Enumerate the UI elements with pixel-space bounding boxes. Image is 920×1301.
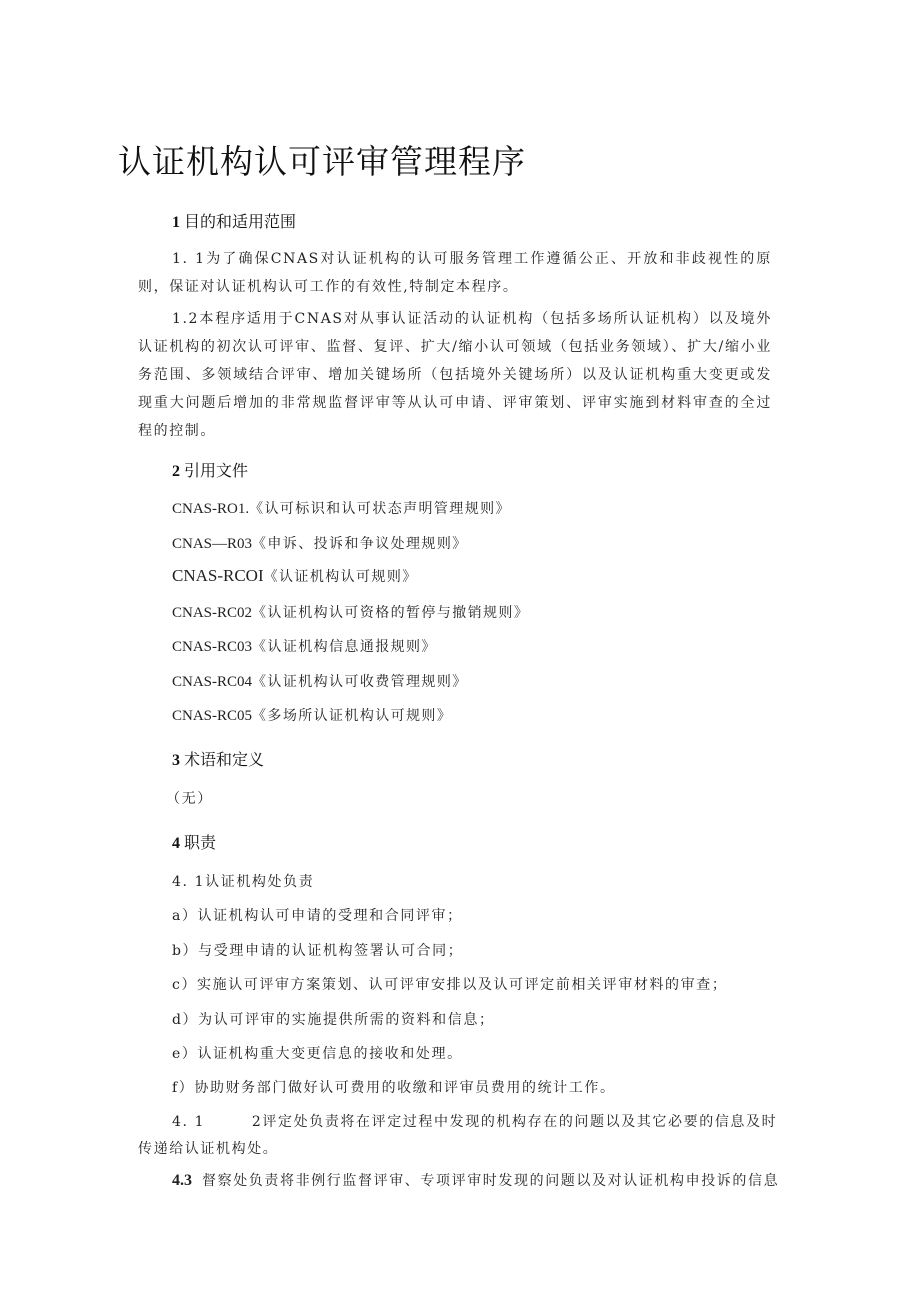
paragraph-4-3 [172,1170,779,1190]
reference-title: 《认证机构认可规则》 [263,569,418,585]
reference-code: CNAS-RC02 [172,605,253,621]
reference-code: CNAS-RC04 [172,674,253,690]
duty-item: a）认证机构认可申请的受理和合同评审； [172,908,463,924]
section-title: 术语和定义 [184,750,265,769]
section-3-body: （无） [166,791,213,807]
duty-item: d）为认可评审的实施提供所需的资料和信息； [172,1012,495,1028]
section-title: 目的和适用范围 [184,212,297,231]
duty-item: b）与受理申请的认证机构签署认可合同； [172,943,464,959]
duty-item: e）认证机构重大变更信息的接收和处理。 [172,1046,463,1062]
reference-title: 《认证机构认可资格的暂停与撤销规则》 [252,605,530,621]
reference-item [172,705,452,725]
duty-item: f）协助财务部门做好认可费用的收缴和评审员费用的统计工作。 [172,1080,616,1096]
paragraph-1-1: 1. 1为了确保CNAS对认证机构的认可服务管理工作遵循公正、开放和非歧视性的原则，保证对认证机构认可工作的有效性,特制定本程序。 [138,251,772,295]
reference-code: CNAS-RC03 [172,639,253,655]
section-number: 1 [172,214,180,231]
reference-item [172,533,468,553]
section-number: 4 [172,835,180,852]
reference-title: 《认可标识和认可状态声明管理规则》 [249,501,511,517]
duty-item: c）实施认可评审方案策划、认可评审安排以及认可评定前相关评审材料的审查； [172,977,728,993]
reference-item [172,498,511,518]
paragraph-number: 4.3 [172,1172,192,1189]
reference-code: CNAS-RO1. [172,501,250,517]
reference-title: 《多场所认证机构认可规则》 [252,708,453,724]
paragraph-1-2: 1.2本程序适用于CNAS对从事认证活动的认证机构（包括多场所认证机构）以及境外认证机构的初次认可评审、监督、复评、扩大/缩小认可领域（包括业务领域）、扩大/缩小业务范围、多领域结合评审、增加关键场所（包括境外关键场所）以及认证机构重大变更或发现重大问题后增加的非常规监督评审等从认可申请、评审策划、评审实施到材料审查的全过程的控制。 [138,311,772,439]
section-2-heading [172,458,248,481]
reference-item [172,671,468,691]
reference-code: CNAS-RCOI [172,566,264,585]
section-number: 3 [172,752,180,769]
reference-item [172,566,418,586]
section-title: 职责 [184,833,217,852]
reference-item [172,602,529,622]
subsection-4-1: 4. 1认证机构处负责 [172,874,315,890]
reference-code: CNAS-RC05 [172,708,253,724]
document-title: 认证机构认可评审管理程序 [118,142,526,181]
paragraph-text: 督察处负责将非例行监督评审、专项评审时发现的问题以及对认证机构申投诉的信息 [202,1173,780,1189]
section-3-heading [172,747,264,770]
reference-item [172,636,437,656]
reference-title: 《认证机构信息通报规则》 [252,639,437,655]
paragraph-4-2-line2: 传递给认证机构处。 [138,1141,279,1157]
paragraph-4-2-line1: 4. 1 2评定处负责将在评定过程中发现的机构存在的问题以及其它必要的信息及时 [172,1114,778,1130]
reference-title: 《申诉、投诉和争议处理规则》 [252,536,468,552]
section-4-heading [172,830,216,853]
reference-title: 《认证机构认可收费管理规则》 [252,674,468,690]
section-title: 引用文件 [184,461,249,480]
section-number: 2 [172,463,180,480]
section-1-heading [172,209,296,232]
reference-code: CNAS—R03 [172,536,253,552]
